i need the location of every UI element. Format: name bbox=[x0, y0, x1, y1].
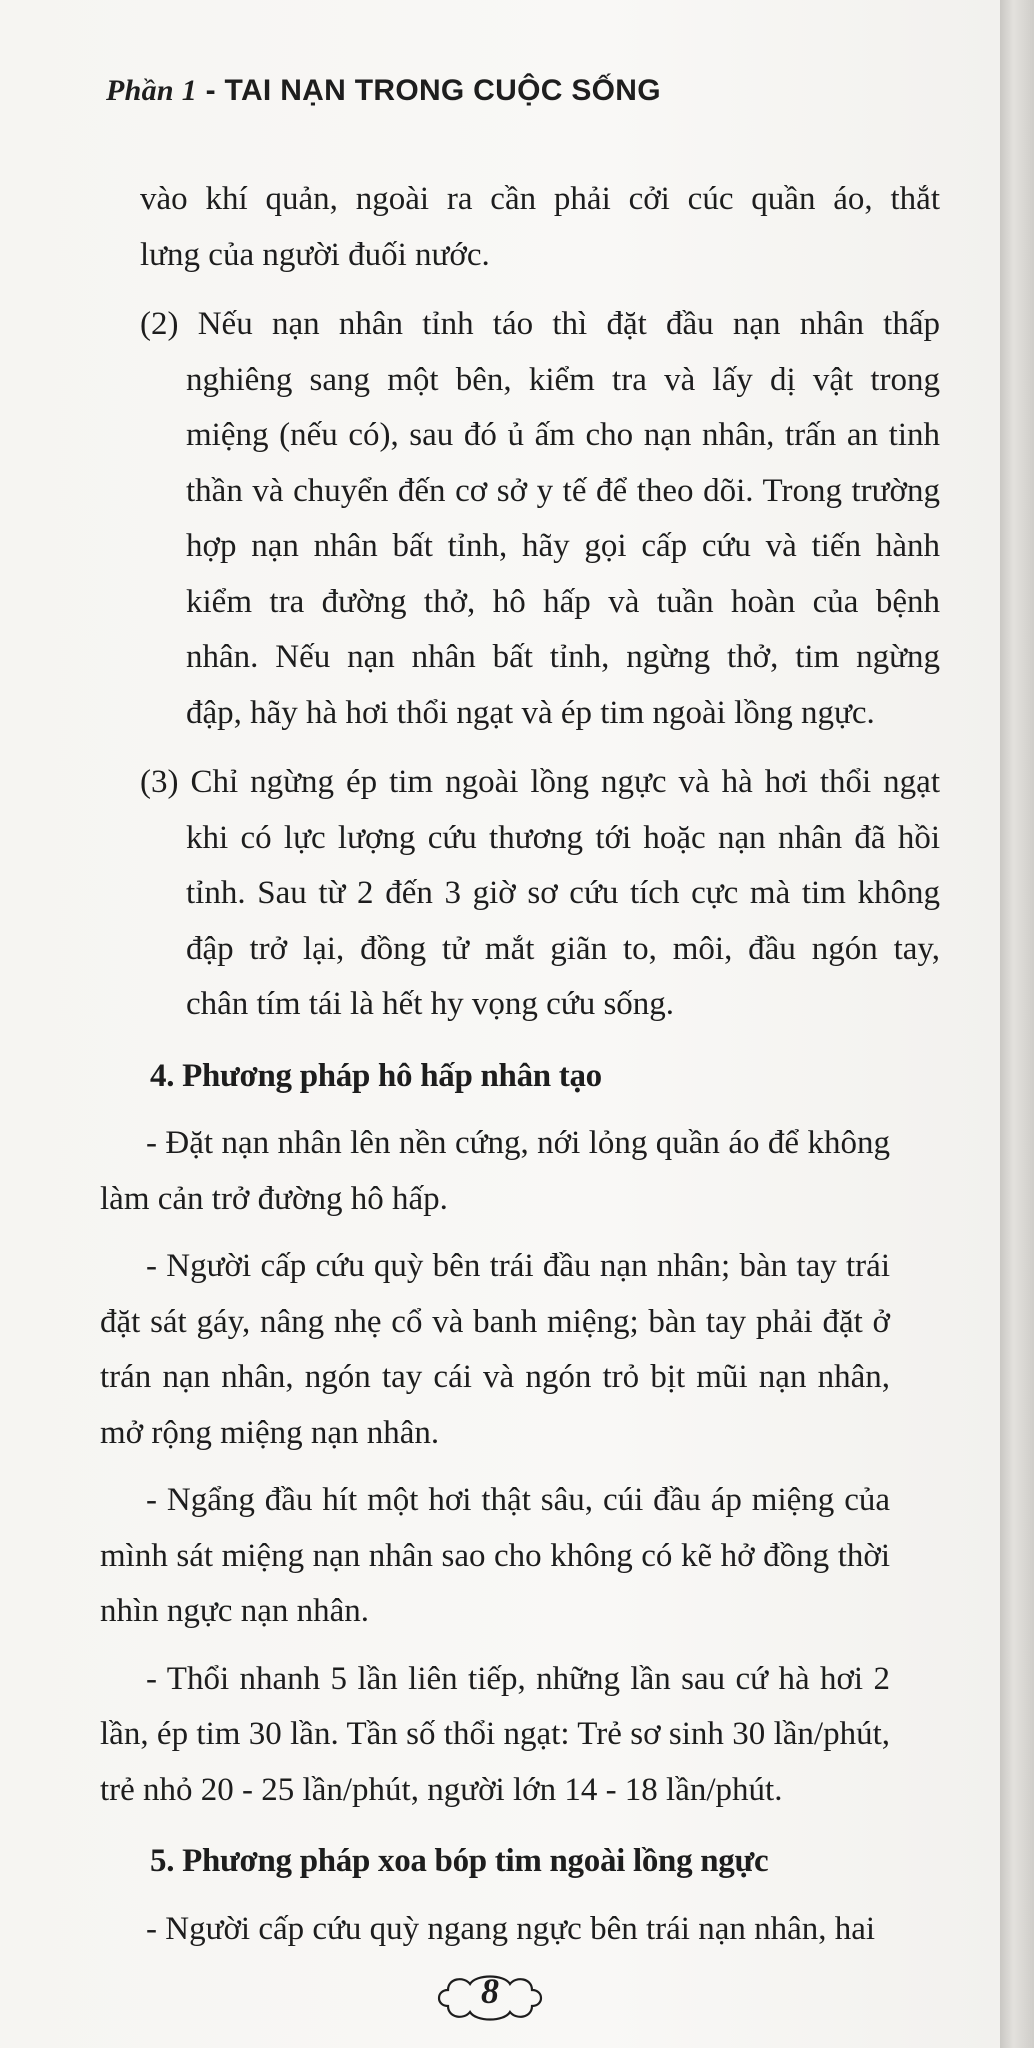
paragraph bbox=[140, 1902, 940, 1958]
text-line: mình sát miệng nạn nhân sao cho không có kẽ hở đồng thời bbox=[100, 1537, 890, 1574]
text-line: - Người cấp cứu quỳ bên trái đầu nạn nhân; bàn tay trái bbox=[146, 1248, 890, 1284]
paragraph bbox=[100, 1473, 940, 1640]
text-line: thần và chuyển đến cơ sở y tế để theo dõi. Trong trường bbox=[186, 472, 940, 509]
text-line: đập trở lại, đồng tử mắt giãn to, môi, đầu ngón tay, bbox=[186, 930, 940, 967]
section-heading: 4. Phương pháp hô hấp nhân tạo bbox=[150, 1057, 602, 1094]
text-line: chân tím tái là hết hy vọng cứu sống. bbox=[186, 986, 675, 1022]
page-number-badge bbox=[430, 1968, 550, 2028]
header-part-label: Phần 1 bbox=[106, 74, 197, 107]
running-header bbox=[106, 74, 661, 108]
numbered-item bbox=[140, 297, 940, 741]
page-body bbox=[100, 172, 940, 1957]
section-heading: 5. Phương pháp xoa bóp tim ngoài lồng ngực bbox=[150, 1843, 769, 1879]
text-line: làm cản trở đường hô hấp. bbox=[100, 1180, 448, 1217]
paragraph bbox=[100, 1239, 940, 1461]
text-line: (3) Chỉ ngừng ép tim ngoài lồng ngực và hà hơi thổi ngạt bbox=[140, 764, 940, 800]
continued-text bbox=[140, 172, 940, 283]
text-line: hợp nạn nhân bất tỉnh, hãy gọi cấp cứu và tiến hành bbox=[186, 528, 940, 564]
page-number: 8 bbox=[481, 1971, 499, 2011]
text-line: - Đặt nạn nhân lên nền cứng, nới lỏng quần áo để không bbox=[146, 1125, 890, 1161]
text-line: nhân. Nếu nạn nhân bất tỉnh, ngừng thở, tim ngừng bbox=[186, 639, 940, 675]
text-line: đập, hãy hà hơi thổi ngạt và ép tim ngoài lồng ngực. bbox=[186, 694, 875, 731]
text-line: trán nạn nhân, ngón tay cái và ngón trỏ bịt mũi nạn nhân, bbox=[100, 1359, 890, 1395]
header-title: - TAI NẠN TRONG CUỘC SỐNG bbox=[197, 74, 661, 107]
text-line: lần, ép tim 30 lần. Tần số thổi ngạt: Trẻ sơ sinh 30 lần/phút, bbox=[100, 1716, 890, 1752]
paragraph bbox=[100, 1116, 940, 1227]
text-line: vào khí quản, ngoài ra cần phải cởi cúc quần áo, thắt bbox=[140, 181, 940, 217]
text-line: - Ngẩng đầu hít một hơi thật sâu, cúi đầu áp miệng của bbox=[146, 1482, 890, 1518]
text-line: (2) Nếu nạn nhân tỉnh táo thì đặt đầu nạn nhân thấp bbox=[140, 306, 940, 342]
text-line: lưng của người đuối nước. bbox=[140, 236, 490, 273]
text-line: nghiêng sang một bên, kiểm tra và lấy dị vật trong bbox=[186, 361, 940, 398]
text-line: nhìn ngực nạn nhân. bbox=[100, 1593, 369, 1629]
paragraph bbox=[100, 1652, 940, 1819]
text-line: - Người cấp cứu quỳ ngang ngực bên trái nạn nhân, hai bbox=[146, 1910, 876, 1947]
numbered-item bbox=[140, 755, 940, 1033]
text-line: trẻ nhỏ 20 - 25 lần/phút, người lớn 14 - 18 lần/phút. bbox=[100, 1771, 783, 1808]
page-edge bbox=[1000, 0, 1034, 2048]
text-line: - Thổi nhanh 5 lần liên tiếp, những lần sau cứ hà hơi 2 bbox=[146, 1660, 890, 1697]
text-line: mở rộng miệng nạn nhân. bbox=[100, 1414, 440, 1451]
text-line: đặt sát gáy, nâng nhẹ cổ và banh miệng; bàn tay phải đặt ở bbox=[100, 1303, 890, 1340]
text-line: khi có lực lượng cứu thương tới hoặc nạn nhân đã hồi bbox=[186, 819, 940, 856]
text-line: miệng (nếu có), sau đó ủ ấm cho nạn nhân, trấn an tinh bbox=[186, 417, 940, 453]
text-line: tỉnh. Sau từ 2 đến 3 giờ sơ cứu tích cực mà tim không bbox=[186, 875, 940, 911]
text-line: kiểm tra đường thở, hô hấp và tuần hoàn của bệnh bbox=[186, 583, 940, 620]
